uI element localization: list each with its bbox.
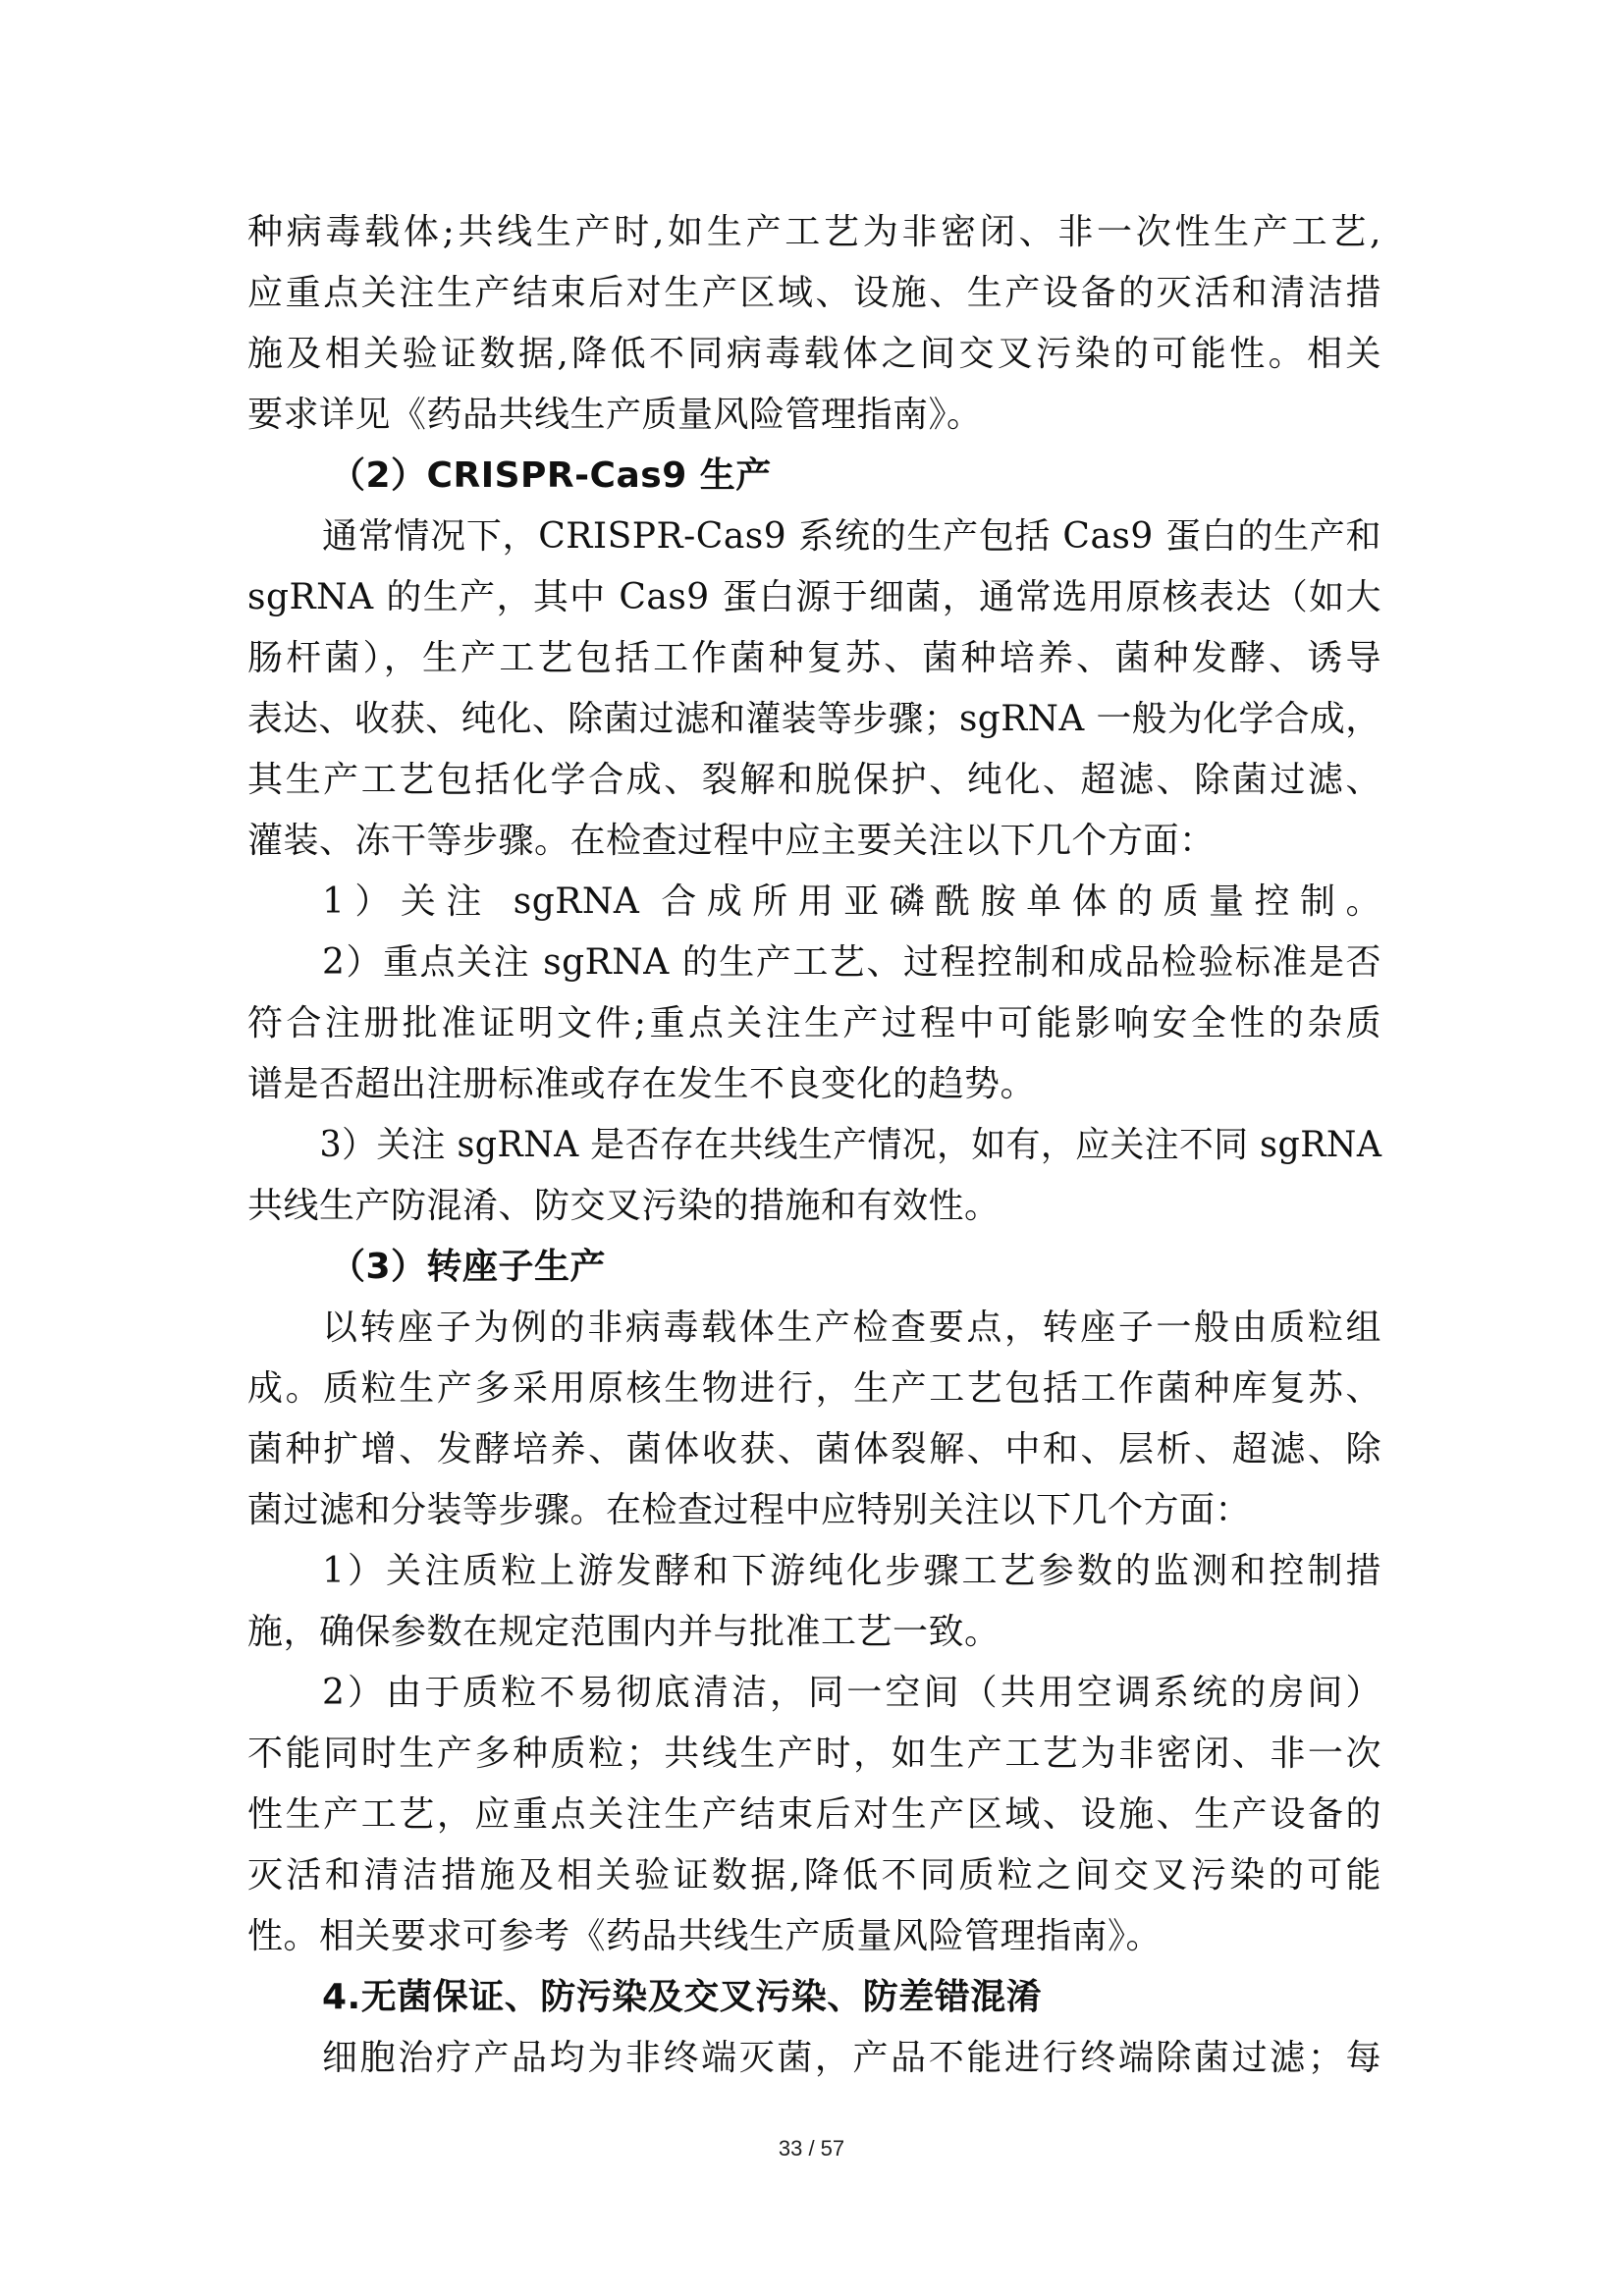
paragraph-line: 细胞治疗产品均为非终端灭菌，产品不能进行终端除菌过滤；每	[322, 2038, 1381, 2078]
section-heading: （3）转座子生产	[330, 1247, 607, 1287]
paragraph-line: 成。质粒生产多采用原核生物进行，生产工艺包括工作菌种库复苏、	[247, 1368, 1381, 1409]
paragraph-line: 性生产工艺，应重点关注生产结束后对生产区域、设施、生产设备的	[247, 1794, 1381, 1835]
body-text	[247, 202, 1381, 2089]
paragraph-line: 施，确保参数在规定范围内并与批准工艺一致。	[247, 1612, 1001, 1652]
paragraph-line: sgRNA 的生产，其中 Cas9 蛋白源于细菌，通常选用原核表达（如大	[247, 577, 1381, 617]
paragraph-line: 2）由于质粒不易彻底清洁，同一空间（共用空调系统的房间）	[322, 1673, 1381, 1713]
paragraph-line: 谱是否超出注册标准或存在发生不良变化的趋势。	[247, 1064, 1037, 1104]
paragraph-line: 1）关注质粒上游发酵和下游纯化步骤工艺参数的监测和控制措	[322, 1551, 1381, 1591]
paragraph-line: 1）关注 sgRNA 合成所用亚磷酰胺单体的质量控制。	[322, 881, 1381, 922]
paragraph-line: 以转座子为例的非病毒载体生产检查要点，转座子一般由质粒组	[322, 1308, 1381, 1348]
paragraph-line: 表达、收获、纯化、除菌过滤和灌装等步骤；sgRNA 一般为化学合成，	[247, 699, 1381, 739]
paragraph-line: 灭活和清洁措施及相关验证数据,降低不同质粒之间交叉污染的可能	[247, 1855, 1381, 1896]
paragraph-line: 应重点关注生产结束后对生产区域、设施、生产设备的灭活和清洁措	[247, 273, 1381, 313]
section-heading: 4.无菌保证、防污染及交叉污染、防差错混淆	[322, 1977, 1043, 2017]
paragraph-line: 符合注册批准证明文件;重点关注生产过程中可能影响安全性的杂质	[247, 1003, 1381, 1043]
paragraph-line: 不能同时生产多种质粒；共线生产时，如生产工艺为非密闭、非一次	[247, 1734, 1381, 1774]
paragraph-line: 2）重点关注 sgRNA 的生产工艺、过程控制和成品检验标准是否	[322, 942, 1381, 983]
paragraph-line: 种病毒载体;共线生产时,如生产工艺为非密闭、非一次性生产工艺,	[247, 212, 1381, 252]
paragraph-line: 性。相关要求可参考《药品共线生产质量风险管理指南》。	[247, 1916, 1163, 1956]
paragraph-line: 菌过滤和分装等步骤。在检查过程中应特别关注以下几个方面：	[247, 1490, 1252, 1530]
paragraph-line: 施及相关验证数据,降低不同病毒载体之间交叉污染的可能性。相关	[247, 334, 1381, 374]
paragraph-line: 菌种扩增、发酵培养、菌体收获、菌体裂解、中和、层析、超滤、除	[247, 1429, 1381, 1469]
page-number: 33 / 57	[778, 2136, 845, 2161]
paragraph-line: 其生产工艺包括化学合成、裂解和脱保护、纯化、超滤、除菌过滤、	[247, 760, 1381, 800]
paragraph-line: 通常情况下，CRISPR-Cas9 系统的生产包括 Cas9 蛋白的生产和	[322, 516, 1381, 557]
paragraph-line: 肠杆菌），生产工艺包括工作菌种复苏、菌种培养、菌种发酵、诱导	[247, 638, 1381, 678]
paragraph-line: 要求详见《药品共线生产质量风险管理指南》。	[247, 395, 983, 435]
paragraph-line: 灌装、冻干等步骤。在检查过程中应主要关注以下几个方面：	[247, 821, 1216, 861]
paragraph-line: 3）关注 sgRNA 是否存在共线生产情况，如有，应关注不同 sgRNA	[319, 1125, 1382, 1165]
section-heading: （2）CRISPR-Cas9 生产	[330, 455, 772, 496]
paragraph-line: 共线生产防混淆、防交叉污染的措施和有效性。	[247, 1186, 1001, 1226]
